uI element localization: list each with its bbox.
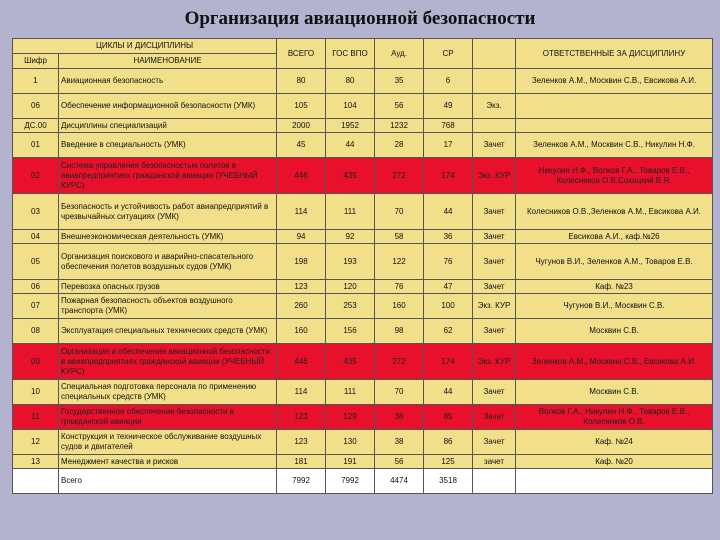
row-name: Организация и обеспечение авиационной безопасности в авиапредприятиях гражданской авиации (УЧЕБНЫЙ КУРС) <box>59 344 277 380</box>
row-responsible: Каф. №24 <box>516 430 713 455</box>
row-aud: 98 <box>375 319 424 344</box>
row-aud: 272 <box>375 344 424 380</box>
row-name: Перевозка опасных грузов <box>59 280 277 294</box>
table-row <box>13 344 713 380</box>
row-total: 160 <box>277 319 326 344</box>
row-name: Эксплуатация специальных технических средств (УМК) <box>59 319 277 344</box>
table-row <box>13 455 713 469</box>
row-responsible <box>516 119 713 133</box>
header-responsible: ОТВЕТСТВЕННЫЕ ЗА ДИСЦИПЛИНУ <box>516 39 713 69</box>
row-gos: 92 <box>326 230 375 244</box>
row-sr: 100 <box>424 294 473 319</box>
row-control: Зачет <box>473 380 516 405</box>
header-name: НАИМЕНОВАНИЕ <box>59 54 277 69</box>
table-row <box>13 319 713 344</box>
row-control: Экз. КУР <box>473 344 516 380</box>
row-code: 06 <box>13 280 59 294</box>
row-name: Пожарная безопасность объектов воздушного транспорта (УМК) <box>59 294 277 319</box>
row-sr: 6 <box>424 69 473 94</box>
table-row <box>13 469 713 494</box>
row-total: 260 <box>277 294 326 319</box>
row-control <box>473 119 516 133</box>
row-code: 1 <box>13 69 59 94</box>
row-sr: 3518 <box>424 469 473 494</box>
row-responsible: Никулин Н.Ф., Волков Г.А., Товаров Е.В., Колесников О.В.Сохацкий В.Я. <box>516 158 713 194</box>
row-gos: 193 <box>326 244 375 280</box>
row-control: зачет <box>473 455 516 469</box>
row-sr: 47 <box>424 280 473 294</box>
table-row <box>13 69 713 94</box>
row-total: 198 <box>277 244 326 280</box>
row-sr: 49 <box>424 94 473 119</box>
row-aud: 56 <box>375 94 424 119</box>
row-aud: 70 <box>375 380 424 405</box>
row-code: 10 <box>13 380 59 405</box>
row-gos: 191 <box>326 455 375 469</box>
row-control: Зачет <box>473 230 516 244</box>
row-sr: 17 <box>424 133 473 158</box>
header-total: ВСЕГО <box>277 39 326 69</box>
row-aud: 122 <box>375 244 424 280</box>
row-gos: 435 <box>326 344 375 380</box>
row-code: 02 <box>13 158 59 194</box>
row-control: Зачет <box>473 280 516 294</box>
row-aud: 56 <box>375 455 424 469</box>
row-control: Экз. КУР <box>473 158 516 194</box>
row-control: Зачет <box>473 133 516 158</box>
header-cycles: ЦИКЛЫ И ДИСЦИПЛИНЫ <box>13 39 277 54</box>
row-code: 07 <box>13 294 59 319</box>
row-name: Специальная подготовка персонала по применению специальных средств (УМК) <box>59 380 277 405</box>
row-aud: 76 <box>375 280 424 294</box>
table-row <box>13 94 713 119</box>
row-control: Зачет <box>473 244 516 280</box>
row-total: 123 <box>277 280 326 294</box>
table-row <box>13 294 713 319</box>
row-total: 123 <box>277 430 326 455</box>
row-aud: 58 <box>375 230 424 244</box>
header-gos: ГОС ВПО <box>326 39 375 69</box>
row-name: Организация поискового и аварийно-спасательного обеспечения полетов воздушных судов (УМК) <box>59 244 277 280</box>
table-row <box>13 158 713 194</box>
row-name: Дисциплины специализаций <box>59 119 277 133</box>
row-aud: 160 <box>375 294 424 319</box>
table-row <box>13 430 713 455</box>
row-responsible: Каф. №20 <box>516 455 713 469</box>
row-gos: 44 <box>326 133 375 158</box>
table-row <box>13 133 713 158</box>
row-total: 2000 <box>277 119 326 133</box>
row-aud: 272 <box>375 158 424 194</box>
row-responsible: Волков Г.А., Никулин Н.Ф., Товаров Е.В., Колесников О.В. <box>516 405 713 430</box>
table-row <box>13 280 713 294</box>
row-control: Зачет <box>473 430 516 455</box>
row-total: 114 <box>277 194 326 230</box>
row-gos: 120 <box>326 280 375 294</box>
row-responsible: Чугунов В.И., Москвин С.В. <box>516 294 713 319</box>
row-responsible: Колесников О.В.,Зеленков А.М., Евсикова А.И. <box>516 194 713 230</box>
row-gos: 111 <box>326 380 375 405</box>
row-total: 80 <box>277 69 326 94</box>
row-name: Система управления безопасностью полетов в авиапредприятиях гражданской авиации (УЧЕБНЫЙ КУРС) <box>59 158 277 194</box>
row-responsible: Зеленков А.М., Москвин С.В., Никулин Н.Ф. <box>516 133 713 158</box>
table-row <box>13 380 713 405</box>
row-sr: 44 <box>424 380 473 405</box>
table-row <box>13 119 713 133</box>
row-sr: 62 <box>424 319 473 344</box>
row-code: 05 <box>13 244 59 280</box>
row-code: 09 <box>13 344 59 380</box>
row-sr: 174 <box>424 158 473 194</box>
row-name: Авиационная безопасность <box>59 69 277 94</box>
row-name: Введение в специальность (УМК) <box>59 133 277 158</box>
row-sr: 44 <box>424 194 473 230</box>
row-sr: 768 <box>424 119 473 133</box>
row-sr: 85 <box>424 405 473 430</box>
row-sr: 125 <box>424 455 473 469</box>
row-aud: 28 <box>375 133 424 158</box>
row-name: Всего <box>59 469 277 494</box>
row-name: Конструкция и техническое обслуживание воздушных судов и двигателей <box>59 430 277 455</box>
table-row <box>13 194 713 230</box>
row-sr: 174 <box>424 344 473 380</box>
row-code: 12 <box>13 430 59 455</box>
row-control: Зачет <box>473 405 516 430</box>
row-total: 94 <box>277 230 326 244</box>
row-gos: 435 <box>326 158 375 194</box>
table-row <box>13 230 713 244</box>
row-gos: 253 <box>326 294 375 319</box>
row-name: Обеспечение информационной безопасности (УМК) <box>59 94 277 119</box>
row-code: 11 <box>13 405 59 430</box>
row-responsible <box>516 94 713 119</box>
row-responsible: Чугунов В.И., Зеленков А.М., Товаров Е.В. <box>516 244 713 280</box>
row-aud: 70 <box>375 194 424 230</box>
row-code: 03 <box>13 194 59 230</box>
row-code <box>13 469 59 494</box>
row-control: Зачет <box>473 194 516 230</box>
row-code: 08 <box>13 319 59 344</box>
row-aud: 38 <box>375 405 424 430</box>
row-total: 114 <box>277 380 326 405</box>
row-aud: 1232 <box>375 119 424 133</box>
row-aud: 35 <box>375 69 424 94</box>
row-gos: 104 <box>326 94 375 119</box>
row-control: Зачет <box>473 319 516 344</box>
row-responsible: Каф. №23 <box>516 280 713 294</box>
row-name: Менеджмент качества и рисков <box>59 455 277 469</box>
row-gos: 80 <box>326 69 375 94</box>
row-sr: 36 <box>424 230 473 244</box>
row-name: Внешнеэкономическая деятельность (УМК) <box>59 230 277 244</box>
row-gos: 156 <box>326 319 375 344</box>
page-title: Организация авиационной безопасности <box>184 8 536 29</box>
row-code: 13 <box>13 455 59 469</box>
row-total: 181 <box>277 455 326 469</box>
row-name: Безопасность и устойчивость работ авиапредприятий в чрезвычайных ситуациях (УМК) <box>59 194 277 230</box>
row-control <box>473 469 516 494</box>
row-name: Государственное обеспечение безопасности в гражданской авиации <box>59 405 277 430</box>
row-code: 04 <box>13 230 59 244</box>
row-sr: 86 <box>424 430 473 455</box>
row-total: 446 <box>277 158 326 194</box>
table-row <box>13 244 713 280</box>
row-aud: 4474 <box>375 469 424 494</box>
table-row <box>13 405 713 430</box>
header-cipher: Шифр <box>13 54 59 69</box>
row-gos: 111 <box>326 194 375 230</box>
row-code: ДС.00 <box>13 119 59 133</box>
row-total: 446 <box>277 344 326 380</box>
row-responsible: Евсикова А.И., каф.№26 <box>516 230 713 244</box>
row-responsible: Зеленков А.М., Москвин С.В., Евсикова А.И. <box>516 344 713 380</box>
row-responsible: Зеленков А.М., Москвин С.В., Евсикова А.И. <box>516 69 713 94</box>
row-total: 123 <box>277 405 326 430</box>
row-responsible: Москвин С.В. <box>516 319 713 344</box>
row-total: 45 <box>277 133 326 158</box>
row-control: Экз. <box>473 94 516 119</box>
row-responsible: Москвин С.В. <box>516 380 713 405</box>
row-gos: 7992 <box>326 469 375 494</box>
row-responsible <box>516 469 713 494</box>
row-gos: 130 <box>326 430 375 455</box>
header-sr: СР <box>424 39 473 69</box>
row-gos: 1952 <box>326 119 375 133</box>
header-row <box>13 39 713 54</box>
row-control <box>473 69 516 94</box>
row-sr: 76 <box>424 244 473 280</box>
header-control <box>473 39 516 69</box>
row-aud: 38 <box>375 430 424 455</box>
row-total: 105 <box>277 94 326 119</box>
curriculum-table <box>12 38 713 494</box>
header-aud: Ауд. <box>375 39 424 69</box>
row-code: 01 <box>13 133 59 158</box>
row-gos: 129 <box>326 405 375 430</box>
row-code: 06 <box>13 94 59 119</box>
row-control: Экз. КУР <box>473 294 516 319</box>
row-total: 7992 <box>277 469 326 494</box>
